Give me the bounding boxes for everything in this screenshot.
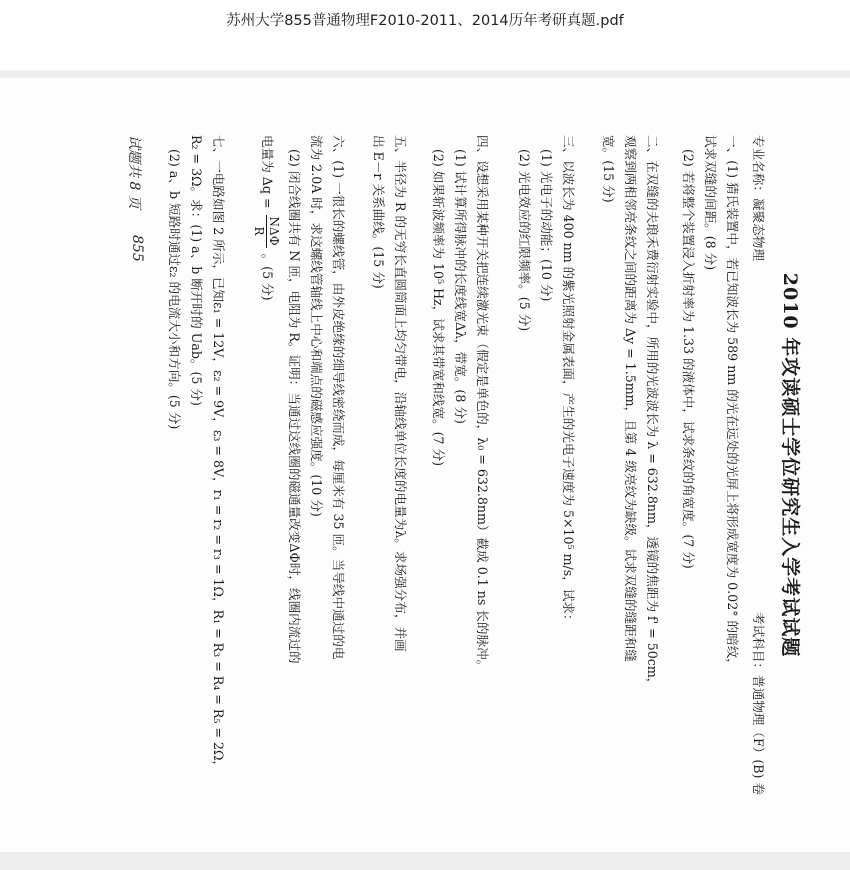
q4-line2: (1) 试计算所得脉冲的长度线宽Δλ，带宽。(8 分) bbox=[453, 149, 468, 424]
q5-line1: 五、半径为 R 的无穷长直圆筒面上均匀带电，沿轴线单位长度的电量为λ。求场强分布，并画 bbox=[393, 135, 408, 652]
q2-line3: 宽。(15 分) bbox=[601, 135, 616, 203]
q7-line3: (2) a、b 短路时通过ε₂ 的电流大小和方向。(5 分) bbox=[167, 149, 182, 430]
q5-line2: 出 E－r 关系曲线。(15 分) bbox=[371, 135, 386, 289]
exam-subject: 考试科目：普通物理（F）(B) 卷 bbox=[751, 612, 766, 795]
formula-fraction bbox=[252, 215, 281, 248]
q2-line2: 观察到两相邻亮条纹之间的距离为 Δy = 1.5mm，且第 4 级亮纹为缺级。试求双缝的缝距和缝 bbox=[623, 135, 638, 662]
rotated-scan bbox=[15, 115, 835, 815]
page-separator-bottom bbox=[0, 852, 850, 870]
footer-signature: 试题共 8 页 bbox=[126, 135, 142, 209]
footer-code: 855 bbox=[129, 235, 145, 262]
q6-line4-tail: 。(5 分) bbox=[260, 253, 275, 301]
q4-line3: (2) 如果斩波频率为 10⁵ Hz，试求其带宽和线宽。(7 分) bbox=[431, 149, 446, 467]
viewer-header bbox=[0, 0, 850, 72]
formula-lhs: Δq = bbox=[260, 176, 275, 209]
q1-line2: 试求双缝的间距。(8 分) bbox=[703, 135, 718, 271]
file-title: 苏州大学855普通物理F2010-2011、2014历年考研真题.pdf bbox=[226, 13, 624, 29]
q6-line4 bbox=[252, 135, 281, 301]
formula-numerator: NΔΦ bbox=[267, 216, 281, 246]
formula-denominator: R bbox=[252, 226, 266, 236]
q3-line3: (2) 光电效应的红限频率。(5 分) bbox=[517, 149, 532, 332]
q3-line1: 三、以波长为 400 nm 的紫光照射金属表面，产生的光电子速度为 5×10⁵ m/s，试求： bbox=[561, 135, 576, 627]
q1-line1: 一、(1) 猜氏装置中，若已知波长为 589 nm 的光在远处的光屏上将形成宽度为 0.02° 的暗纹， bbox=[725, 135, 740, 671]
q2-line1: 二、在双缝的夫琅禾费衍射实验中，所用的光波波长为 λ = 632.8nm，透镜的焦距为 f' = 50cm， bbox=[645, 135, 660, 691]
q6-line2: 流为 2.0A 时，求这螺线管轴线上中心和端点的磁感应强度。(10 分) bbox=[309, 135, 324, 517]
q1-line3: (2) 若将整个装置浸入折射率为 1.33 的液体中，试求条纹的角宽度。(7 分) bbox=[681, 149, 696, 569]
q7-line1: 七、一电路如图 2 所示，已知ε₁ = 12V，ε₂ = 9V，ε₃ = 8V，r₁ = r₂ = r₃ = 1Ω，R₁ = R₃ = R₄ = R₅ = 2Ω， bbox=[211, 135, 226, 773]
q4-line1: 四、设想采用某种开关把连续激光束（假定是单色的，λ₀ = 632.8nm）截成 0.1 ns 长的脉冲。 bbox=[475, 135, 490, 673]
page-separator-top bbox=[0, 70, 850, 78]
q3-line2: (1) 光电子的动能；(10 分) bbox=[539, 149, 554, 302]
document-page bbox=[0, 78, 850, 852]
major-name: 专业名称：凝聚态物理 bbox=[751, 135, 766, 261]
exam-title: 2010 年攻读硕士学位研究生入学考试试题 bbox=[779, 272, 801, 658]
q6-line3: (2) 闭合线圈共有 N 匝，电阻为 R。证明：当通过这线圈的磁通量改变ΔΦ时，线圈内流过的 bbox=[287, 149, 302, 664]
q6-line1: 六、(1) 一很长的螺线管，由外皮绝缘的细导线密绕而成，每厘米有 35 匝。当导线中通过的电 bbox=[331, 135, 346, 660]
q7-line2: R₂ = 3Ω。求：(1) a、b 断开时的 Uab。(5 分) bbox=[189, 135, 204, 406]
q6-line4-text: 电量为 bbox=[260, 135, 275, 173]
